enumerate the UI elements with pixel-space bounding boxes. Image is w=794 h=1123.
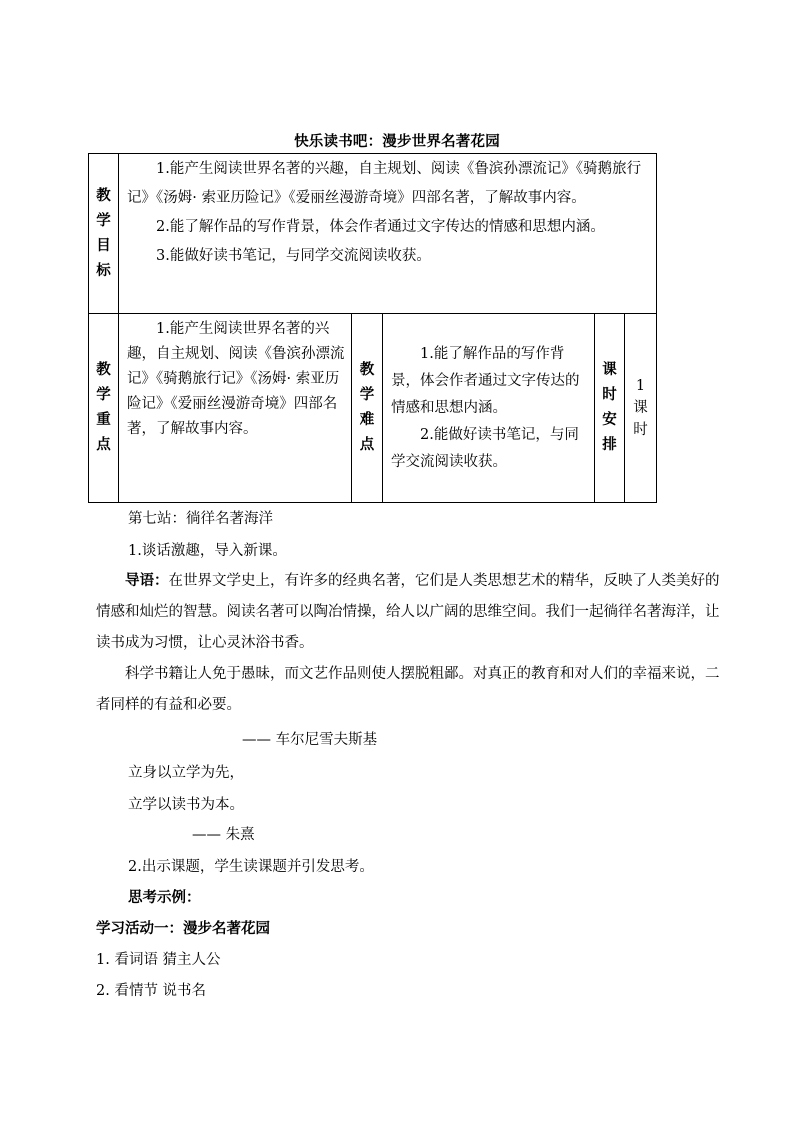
quote-2-line-2: 立学以读书为本。 — [128, 797, 244, 813]
goal-item: 1.能产生阅读世界名著的兴趣，自主规划、阅读《鲁滨孙漂流记》《骑鹅旅行记》《汤姆· 索亚历险记》《爱丽丝漫游奇境》四部名著，了解故事内容。 — [127, 161, 642, 206]
teaching-goals-content — [119, 154, 657, 314]
schedule-label — [595, 314, 625, 503]
label-char: 课 — [602, 362, 617, 378]
quote-2-line-1: 立身以立学为先， — [128, 765, 244, 781]
difficulty-item: 1.能了解作品的写作背景，体会作者通过文字传达的情感和思想内涵。 — [391, 345, 580, 416]
difficulties-content — [383, 314, 595, 503]
label-char: 目 — [96, 237, 111, 254]
key-point-text: 1.能产生阅读世界名著的兴趣，自主规划、阅读《鲁滨孙漂流记》《骑鹅旅行记》《汤姆· 索亚历险记》《爱丽丝漫游奇境》四部名著，了解故事内容。 — [127, 321, 345, 437]
quote-1: 科学书籍让人免于愚昧，而文艺作品则使人摆脱粗鄙。对真正的教育和对人们的幸福来说，二者同样的有益和必要。 — [96, 666, 720, 713]
activity-item-1: 1. 看词语 猜主人公 — [96, 952, 221, 968]
label-char: 点 — [359, 437, 375, 453]
label-char: 点 — [96, 437, 111, 453]
label-char: 教 — [96, 362, 111, 378]
quote-2-author: —— 朱熹 — [192, 827, 255, 843]
quote-1-author: —— 车尔尼雪夫斯基 — [242, 732, 378, 748]
label-char: 教 — [96, 187, 111, 204]
label-char: 时 — [602, 387, 617, 403]
schedule-char: 课 — [633, 400, 648, 416]
think-example-heading: 思考示例： — [128, 890, 201, 906]
document-title: 快乐读书吧：漫步世界名著花园 — [294, 134, 500, 150]
label-char: 重 — [96, 412, 111, 428]
difficulties-label — [352, 314, 383, 503]
step-1: 1.谈话激趣，导入新课。 — [128, 543, 287, 559]
schedule-char: 1 — [635, 378, 646, 394]
activity-item-2: 2. 看情节 说书名 — [96, 983, 207, 999]
teaching-goals-label — [89, 154, 119, 314]
intro-label: 导语： — [125, 573, 169, 589]
label-char: 安 — [602, 412, 617, 428]
teaching-goals-table — [88, 153, 657, 314]
label-char: 学 — [96, 212, 111, 229]
goal-item: 2.能了解作品的写作背景，体会作者通过文字传达的情感和思想内涵。 — [156, 219, 605, 235]
step-2: 2.出示课题，学生读课题并引发思考。 — [128, 859, 374, 875]
schedule-char: 时 — [633, 422, 648, 438]
label-char: 难 — [359, 412, 375, 428]
label-char: 排 — [602, 437, 617, 453]
key-points-label — [89, 314, 119, 503]
label-char: 教 — [359, 362, 375, 378]
intro-text: 在世界文学史上，有许多的经典名著，它们是人类思想艺术的精华，反映了人类美好的情感和灿烂的智慧。阅读名著可以陶冶情操，给人以广阔的思维空间。我们一起徜徉名著海洋，让读书成为习惯，让心灵沐浴书香。 — [96, 573, 720, 651]
activity-1-heading: 学习活动一：漫步名著花园 — [96, 921, 270, 937]
schedule-value — [625, 314, 657, 503]
label-char: 标 — [96, 262, 111, 279]
key-points-table — [88, 313, 657, 503]
label-char: 学 — [96, 387, 111, 403]
label-char: 学 — [359, 387, 375, 403]
intro-paragraph — [96, 566, 724, 659]
goal-item: 3.能做好读书笔记，与同学交流阅读收获。 — [156, 248, 431, 264]
key-points-content — [119, 314, 352, 503]
station-heading: 第七站：徜徉名著海洋 — [128, 511, 273, 527]
difficulty-item: 2.能做好读书笔记，与同学交流阅读收获。 — [391, 426, 579, 470]
